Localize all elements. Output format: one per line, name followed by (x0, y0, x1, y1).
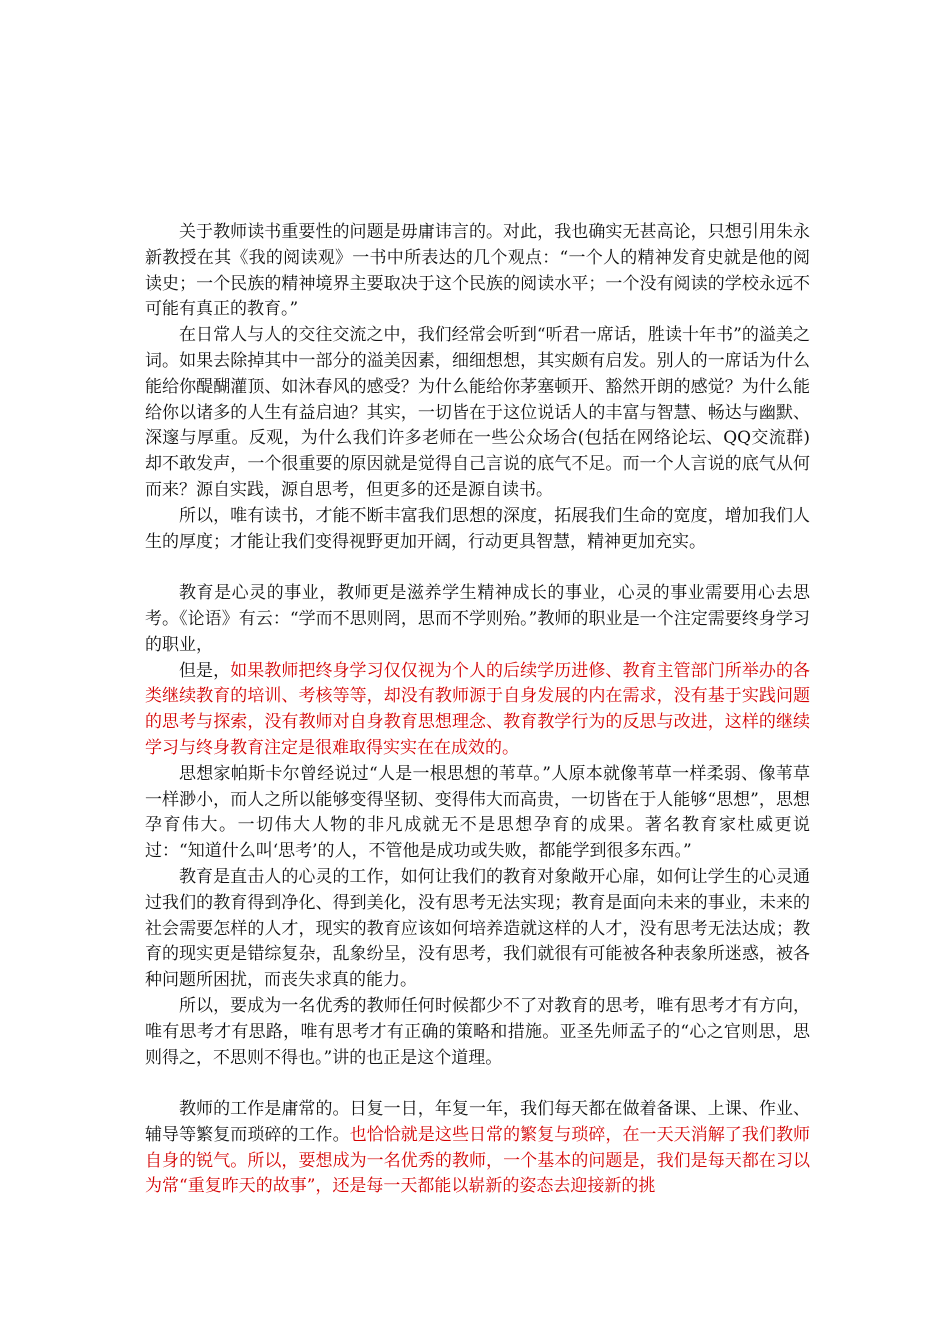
paragraph: 所以，要成为一名优秀的教师任何时候都少不了对教育的思考，唯有思考才有方向，唯有思考才有思路，唯有思考才有正确的策略和措施。亚圣先师孟子的“心之官则思，思则得之，不思则不得也。”讲的也正是这个道理。 (145, 995, 810, 1068)
section-reading (145, 220, 810, 555)
paragraph: 在日常人与人的交往交流之中，我们经常会听到“听君一席话，胜读十年书”的溢美之词。如果去除掉其中一部分的溢美因素，细细想想，其实颇有启发。别人的一席话为什么能给你醍醐灌顶、如沐春风的感受？为什么能给你茅塞顿开、豁然开朗的感觉？为什么能给你以诸多的人生有益启迪？其实，一切皆在于这位说话人的丰富与智慧、畅达与幽默、深邃与厚重。反观，为什么我们许多老师在一些公众场合(包括在网络论坛、QQ交流群)却不敢发声，一个很重要的原因就是觉得自己言说的底气不足。而一个人言说的底气从何而来？源自实践，源自思考，但更多的还是源自读书。 (145, 325, 810, 500)
section-routine (145, 1097, 810, 1200)
section-gap (145, 1071, 810, 1097)
document-body (145, 220, 810, 1200)
paragraph: 思想家帕斯卡尔曾经说过“人是一根思想的苇草。”人原本就像苇草一样柔弱、像苇草一样渺小，而人之所以能够变得坚韧、变得伟大而高贵，一切皆在于人能够“思想”，思想孕育伟大。一切伟大人物的非凡成就无不是思想孕育的成果。著名教育家杜威更说过：“知道什么叫‘思考’的人，不管他是成功或失败，都能学到很多东西。” (145, 763, 810, 862)
highlighted-text: 也恰恰就是这些日常的繁复与琐碎，在一天天消解了我们教师自身的锐气。所以，要想成为一名优秀的教师，一个基本的问题是，我们是每天都在习以为常“重复昨天的故事”，还是每一天都能以崭新的姿态去迎接新的挑 (145, 1124, 811, 1197)
paragraph-lead-text: 教师的工作是庸常的。日复一日，年复一年，我们每天都在做着备课、上课、作业、辅导等繁复而琐碎的工作。 (145, 1099, 810, 1145)
paragraph (145, 659, 810, 762)
paragraph: 所以，唯有读书，才能不断丰富我们思想的深度，拓展我们生命的宽度，增加我们人生的厚度；才能让我们变得视野更加开阔，行动更具智慧，精神更加充实。 (145, 505, 810, 552)
paragraph: 关于教师读书重要性的问题是毋庸讳言的。对此，我也确实无甚高论，只想引用朱永新教授在其《我的阅读观》一书中所表达的几个观点：“一个人的精神发育史就是他的阅读史；一个民族的精神境界主要取决于这个民族的阅读水平；一个没有阅读的学校永远不可能有真正的教育。” (145, 222, 810, 320)
highlighted-text: 如果教师把终身学习仅仅视为个人的后续学历进修、教育主管部门所举办的各类继续教育的培训、考核等等，却没有教师源于自身发展的内在需求，没有基于实践问题的思考与探索，没有教师对自身教育思想理念、教育教学行为的反思与改进，这样的继续学习与终身教育注定是很难取得实实在在成效的。 (145, 660, 811, 758)
paragraph-lead-text: 但是， (179, 660, 231, 681)
paragraph (145, 1097, 810, 1200)
paragraph: 教育是直击人的心灵的工作，如何让我们的教育对象敞开心扉，如何让学生的心灵通过我们的教育得到净化、得到美化，没有思考无法实现；教育是面向未来的事业，未来的社会需要怎样的人才，现实的教育应该如何培养造就这样的人才，没有思考无法达成；教育的现实更是错综复杂，乱象纷呈，没有思考，我们就很有可能被各种表象所迷惑，被各种问题所困扰，而丧失求真的能力。 (145, 866, 810, 991)
section-thinking (145, 581, 810, 1071)
section-gap (145, 555, 810, 581)
paragraph: 教育是心灵的事业，教师更是滋养学生精神成长的事业，心灵的事业需要用心去思考。《论语》有云：“学而不思则罔，思而不学则殆。”教师的职业是一个注定需要终身学习的职业， (145, 583, 810, 655)
